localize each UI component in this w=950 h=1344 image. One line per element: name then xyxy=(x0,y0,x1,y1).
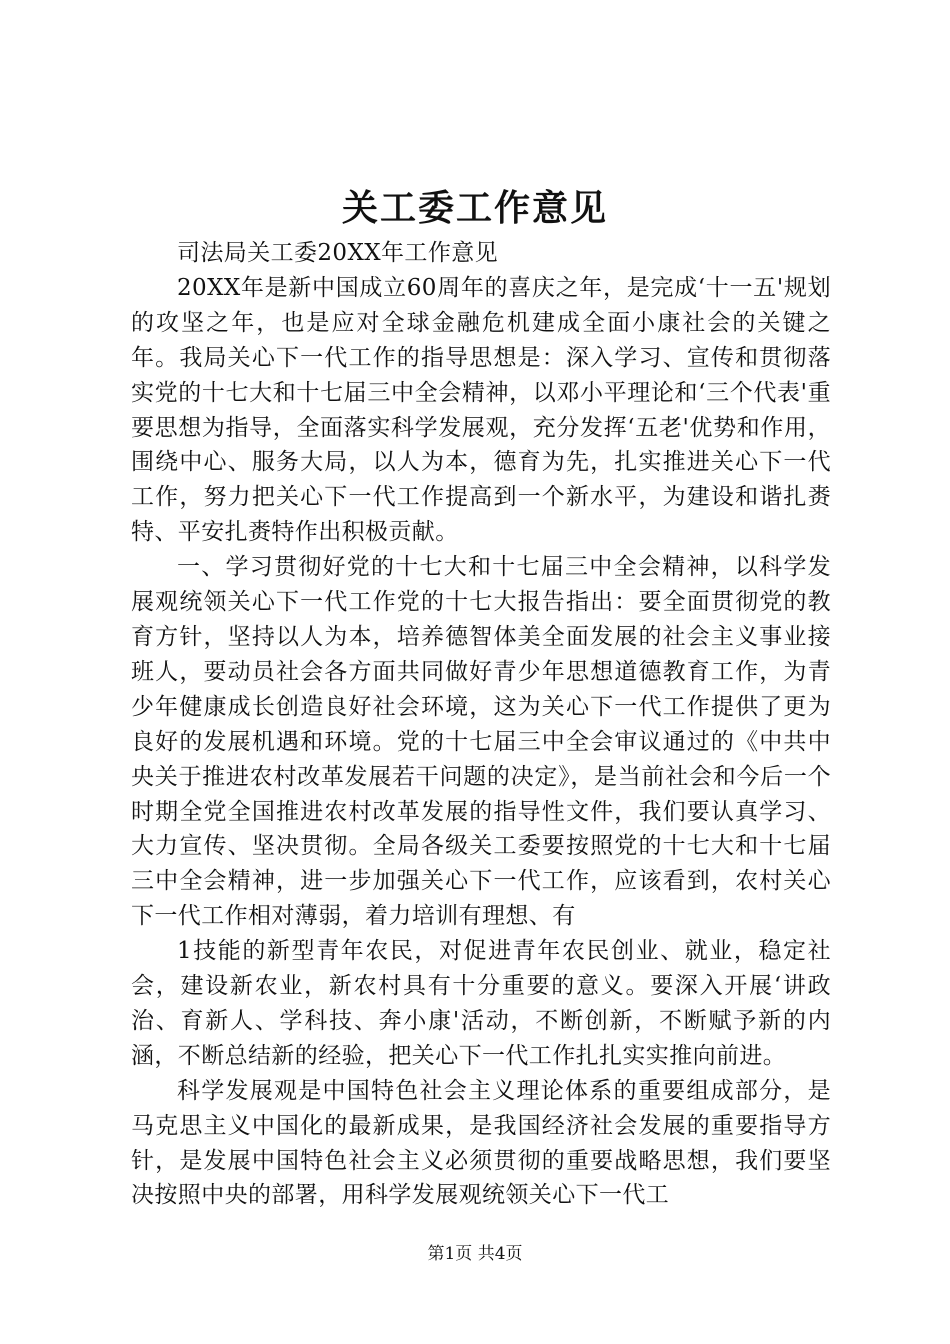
page-number-footer: 第1页 共4页 xyxy=(427,1244,523,1264)
paragraph: 科学发展观是中国特色社会主义理论体系的重要组成部分，是马克思主义中国化的最新成果，是我国经济社会发展的重要指导方针，是发展中国特色社会主义必须贯彻的重要战略思想，我们要坚决按照中央的部署，用科学发展观统领关心下一代工 xyxy=(131,1077,831,1209)
paragraph: 一、学习贯彻好党的十七大和十七届三中全会精神，以科学发展观统领关心下一代工作党的十七大报告指出：要全面贯彻党的教育方针，坚持以人为本，培养德智体美全面发展的社会主义事业接班人，要动员社会各方面共同做好青少年思想道德教育工作，为青少年健康成长创造良好社会环境，这为关心下一代工作提供了更为良好的发展机遇和环境。党的十七届三中全会审议通过的《中共中央关于推进农村改革发展若干问题的决定》，是当前社会和今后一个时期全党全国推进农村改革发展的指导性文件，我们要认真学习、大力宣传、坚决贯彻。全局各级关工委要按照党的十七大和十七届三中全会精神，进一步加强关心下一代工作，应该看到，农村关心下一代工作相对薄弱，着力培训有理想、有 xyxy=(131,554,831,930)
paragraph: 1技能的新型青年农民，对促进青年农民创业、就业，稳定社会，建设新农业，新农村具有十分重要的意义。要深入开展‘讲政治、育新人、学科技、奔小康'活动，不断创新，不断赋予新的内涵，不断总结新的经验，把关心下一代工作扎扎实实推向前进。 xyxy=(131,938,831,1069)
paragraph: 20XX年是新中国成立60周年的喜庆之年，是完成‘十一五'规划的攻坚之年，也是应对全球金融危机建成全面小康社会的关键之年。我局关心下一代工作的指导思想是：深入学习、宣传和贯彻落实党的十七大和十七届三中全会精神，以邓小平理论和‘三个代表'重要思想为指导，全面落实科学发展观，充分发挥‘五老'优势和作用，围绕中心、服务大局，以人为本，德育为先，扎实推进关心下一代工作，努力把关心下一代工作提高到一个新水平，为建设和谐扎赉特、平安扎赉特作出积极贡献。 xyxy=(131,274,831,546)
paragraph-subtitle: 司法局关工委20XX年工作意见 xyxy=(177,240,499,266)
document-body xyxy=(131,236,831,1213)
document-title: 关工委工作意见 xyxy=(341,187,608,229)
